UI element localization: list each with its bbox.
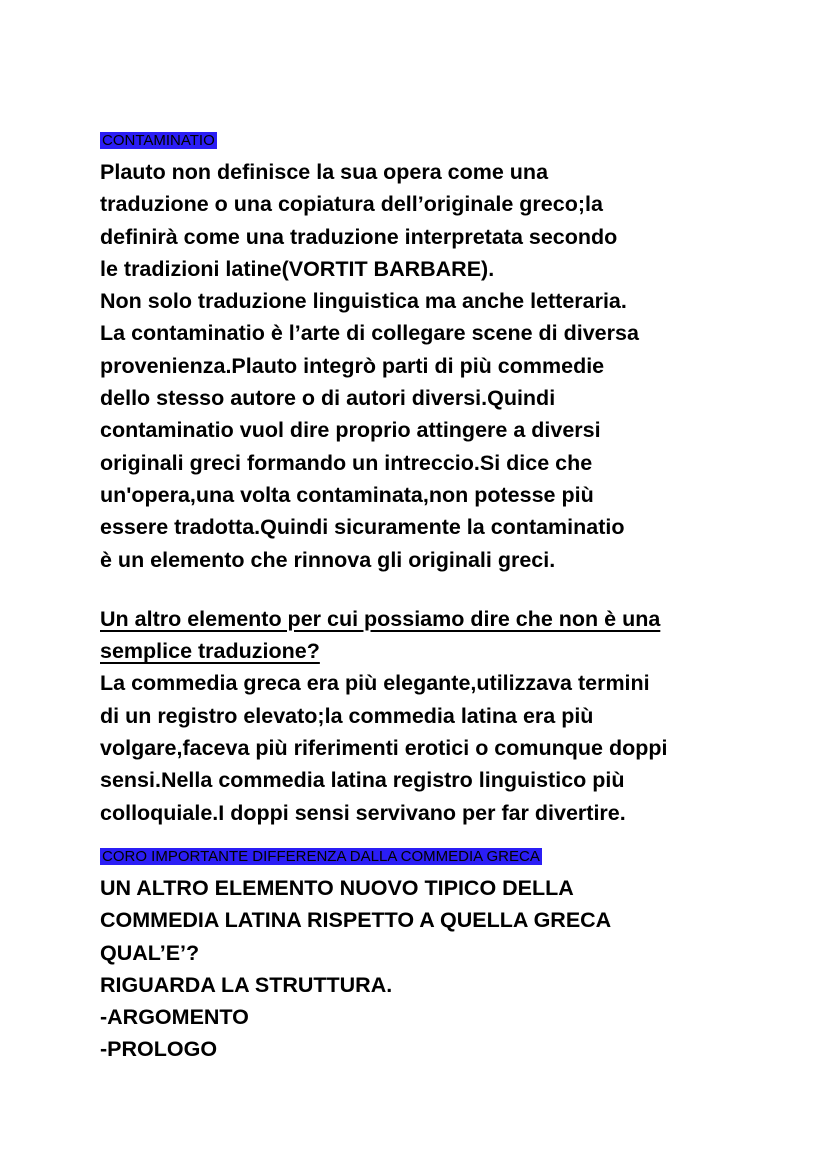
paragraph-line: provenienza.Plauto integrò parti di più commedie xyxy=(100,353,605,378)
commedia-comparison-section xyxy=(100,603,800,829)
question-line: semplice traduzione? xyxy=(100,639,320,664)
document-page xyxy=(100,130,800,1066)
paragraph-line: è un elemento che rinnova gli originali greci. xyxy=(100,547,556,572)
paragraph-line: La contaminatio è l’arte di collegare scene di diversa xyxy=(100,321,639,346)
paragraph-line: dello stesso autore o di autori diversi.Quindi xyxy=(100,386,556,411)
contaminatio-paragraph xyxy=(100,156,800,576)
paragraph-line: UN ALTRO ELEMENTO NUOVO TIPICO DELLA xyxy=(100,875,574,900)
paragraph-line: di un registro elevato;la commedia latina era più xyxy=(100,703,594,728)
highlighted-heading-contaminatio: CONTAMINATIO xyxy=(102,132,215,149)
paragraph-line: essere tradotta.Quindi sicuramente la contaminatio xyxy=(100,515,625,540)
paragraph-line: Plauto non definisce la sua opera come una xyxy=(100,160,549,184)
structure-section xyxy=(100,872,800,1066)
paragraph-line: Non solo traduzione linguistica ma anche letteraria. xyxy=(100,289,627,314)
paragraph-line: sensi.Nella commedia latina registro linguistico più xyxy=(100,768,625,793)
paragraph-line: definirà come una traduzione interpretata secondo xyxy=(100,224,618,249)
paragraph-line: RIGUARDA LA STRUTTURA. xyxy=(100,972,393,997)
paragraph-line: QUAL’E’? xyxy=(100,940,200,965)
paragraph-line: originali greci formando un intreccio.Si dice che xyxy=(100,450,593,475)
paragraph-line: COMMEDIA LATINA RISPETTO A QUELLA GRECA xyxy=(100,908,612,933)
list-item-argomento: -ARGOMENTO xyxy=(100,1005,249,1030)
paragraph-line: un'opera,una volta contaminata,non potesse più xyxy=(100,482,594,507)
paragraph-line: volgare,faceva più riferimenti erotici o comunque doppi xyxy=(100,736,668,761)
paragraph-line: le tradizioni latine(VORTIT BARBARE). xyxy=(100,256,495,281)
paragraph-line: colloquiale.I doppi sensi servivano per far divertire. xyxy=(100,800,626,825)
paragraph-line: La commedia greca era più elegante,utilizzava termini xyxy=(100,671,650,696)
paragraph-line: traduzione o una copiatura dell’originale greco;la xyxy=(100,192,603,217)
list-item-prologo: -PROLOGO xyxy=(100,1037,218,1062)
highlighted-heading-coro: CORO IMPORTANTE DIFFERENZA DALLA COMMEDIA GRECA xyxy=(102,847,540,865)
underlined-question xyxy=(100,603,800,668)
question-line: Un altro elemento per cui possiamo dire che non è una xyxy=(100,606,661,631)
paragraph-line: contaminatio vuol dire proprio attingere a diversi xyxy=(100,418,601,443)
